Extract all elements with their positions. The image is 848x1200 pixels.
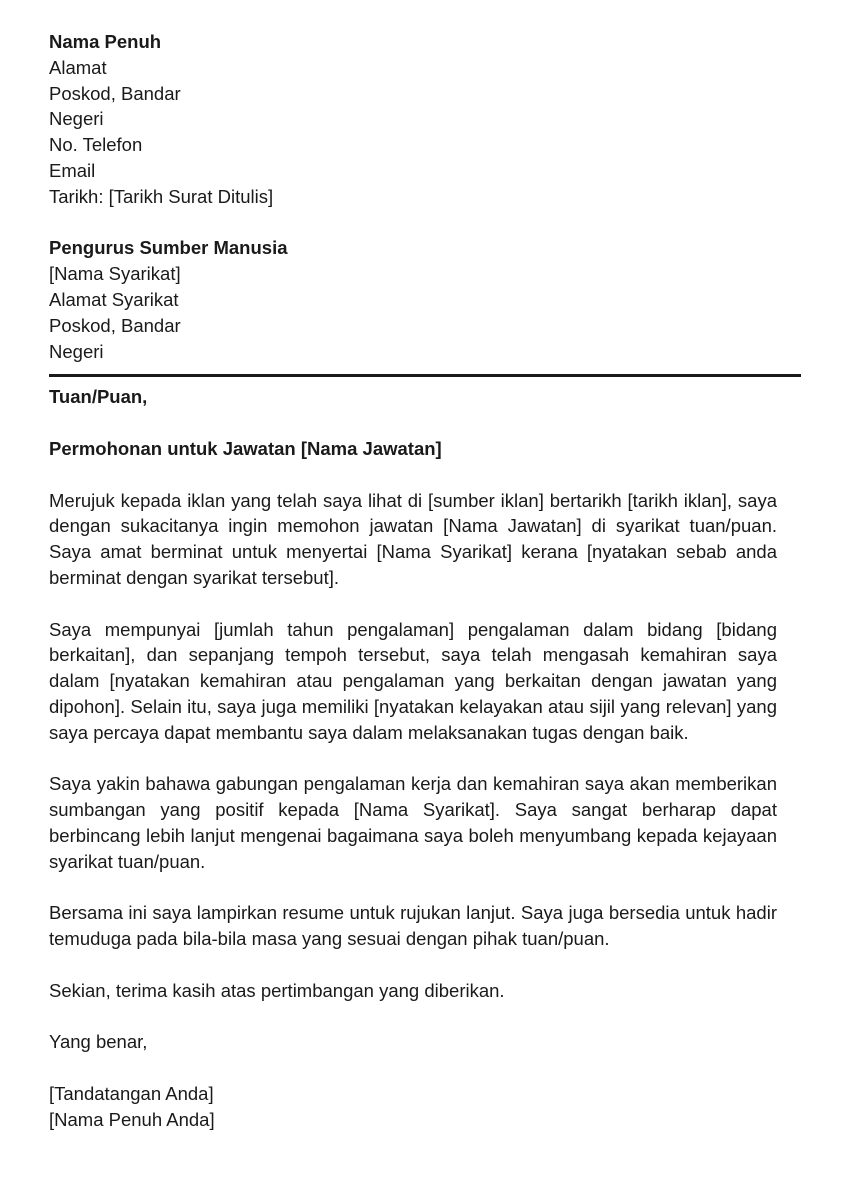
sender-name: Nama Penuh [49, 31, 162, 52]
sender-phone: No. Telefon [49, 134, 143, 156]
recipient-company: [Nama Syarikat] [49, 263, 181, 285]
recipient-state: Negeri [49, 340, 104, 362]
sender-block [49, 29, 777, 210]
closing: Yang benar, [49, 1031, 148, 1053]
body-paragraph: Saya mempunyai [jumlah tahun pengalaman] pengalaman dalam bidang [bidang berkaitan], dan sepanjang tempoh tersebut, saya telah mengasah kemahiran saya dalam [nyatakan kemahiran atau pengalaman yang berkaitan dengan jawatan yang dipohon]. Selain itu, saya juga memiliki [nyatakan kelayakan atau sijil yang relevan] yang saya percaya dapat membantu saya dalam melaksanakan tugas dengan baik. [49, 618, 777, 743]
recipient-address: Alamat Syarikat [49, 288, 179, 310]
subject-line: Permohonan untuk Jawatan [Nama Jawatan] [49, 437, 442, 459]
sender-postcode-city: Poskod, Bandar [49, 82, 181, 104]
body-paragraph: Sekian, terima kasih atas pertimbangan yang diberikan. [49, 979, 505, 1001]
sender-state: Negeri [49, 108, 104, 130]
divider [49, 374, 801, 377]
body-paragraph: Merujuk kepada iklan yang telah saya lihat di [sumber iklan] bertarikh [tarikh iklan], saya dengan sukacitanya ingin memohon jawatan [Nama Jawatan] di syarikat tuan/puan. Saya amat berminat untuk menyertai [Nama Syarikat] kerana [nyatakan sebab anda berminat dengan syarikat tersebut]. [49, 489, 777, 588]
recipient-title: Pengurus Sumber Manusia [49, 237, 288, 259]
recipient-postcode-city: Poskod, Bandar [49, 314, 181, 336]
signer-name: [Nama Penuh Anda] [49, 1108, 215, 1130]
letter [49, 29, 777, 1132]
letter-date: Tarikh: [Tarikh Surat Ditulis] [49, 185, 274, 207]
sender-address: Alamat [49, 56, 107, 78]
body-paragraph: Bersama ini saya lampirkan resume untuk rujukan lanjut. Saya juga bersedia untuk hadir temuduga pada bila-bila masa yang sesuai dengan pihak tuan/puan. [49, 902, 777, 950]
body-paragraph: Saya yakin bahawa gabungan pengalaman kerja dan kemahiran saya akan memberikan sumbangan yang positif kepada [Nama Syarikat]. Saya sangat berharap dapat berbincang lebih lanjut mengenai bagaimana saya boleh menyumbang kepada kejayaan syarikat tuan/puan. [49, 773, 777, 872]
sender-email: Email [49, 159, 96, 181]
recipient-block [49, 235, 777, 364]
signature: [Tandatangan Anda] [49, 1082, 214, 1104]
salutation: Tuan/Puan, [49, 386, 148, 408]
